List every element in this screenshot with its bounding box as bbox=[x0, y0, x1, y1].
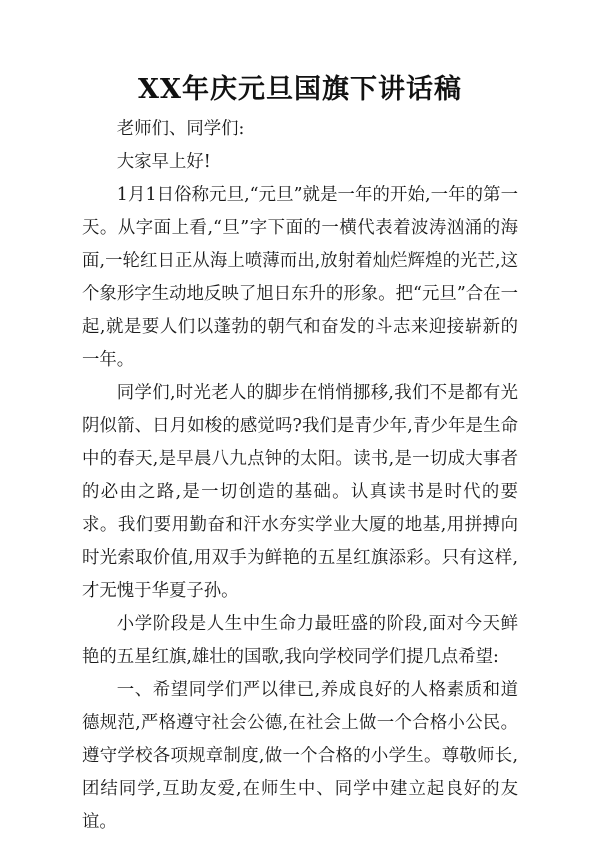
body-paragraph: 同学们,时光老人的脚步在悄悄挪移,我们不是都有光阴似箭、日月如梭的感觉吗?我们是青少年,青少年是生命中的春天,是早晨八九点钟的太阳。读书,是一切成大事者的必由之路,是一切创造的基础。认真读书是时代的要求。我们要用勤奋和汗水夯实学业大厦的地基,用拼搏向时光索取价值,用双手为鲜艳的五星红旗添彩。只有这样,才无愧于华夏子孙。 bbox=[82, 383, 518, 601]
body-paragraph: 小学阶段是人生中生命力最旺盛的阶段,面对今天鲜艳的五星红旗,雄壮的国歌,我向学校同学们提几点希望: bbox=[82, 614, 518, 667]
body-paragraph: 一、希望同学们严以律已,养成良好的人格素质和道德规范,严格遵守社会公德,在社会上做一个合格小公民。遵守学校各项规章制度,做一个合格的小学生。尊敬师长,团结同学,互助友爱,在师生中、同学中建立起良好的友谊。 bbox=[82, 680, 518, 832]
greeting-paragraph: 大家早上好! bbox=[116, 152, 211, 172]
salutation-paragraph: 老师们、同学们: bbox=[116, 119, 245, 139]
body-paragraph: 1月1日俗称元旦,“元旦”就是一年的开始,一年的第一天。从字面上看,“旦”字下面的一横代表着波涛汹涌的海面,一轮红日正从海上喷薄而出,放射着灿烂辉煌的光芒,这个象形字生动地反映了旭日东升的形象。把“元旦”合在一起,就是要人们以蓬勃的朝气和奋发的斗志来迎接崭新的一年。 bbox=[82, 185, 518, 370]
document-body bbox=[82, 113, 518, 839]
document-title: XX年庆元旦国旗下讲话稿 bbox=[138, 74, 462, 105]
